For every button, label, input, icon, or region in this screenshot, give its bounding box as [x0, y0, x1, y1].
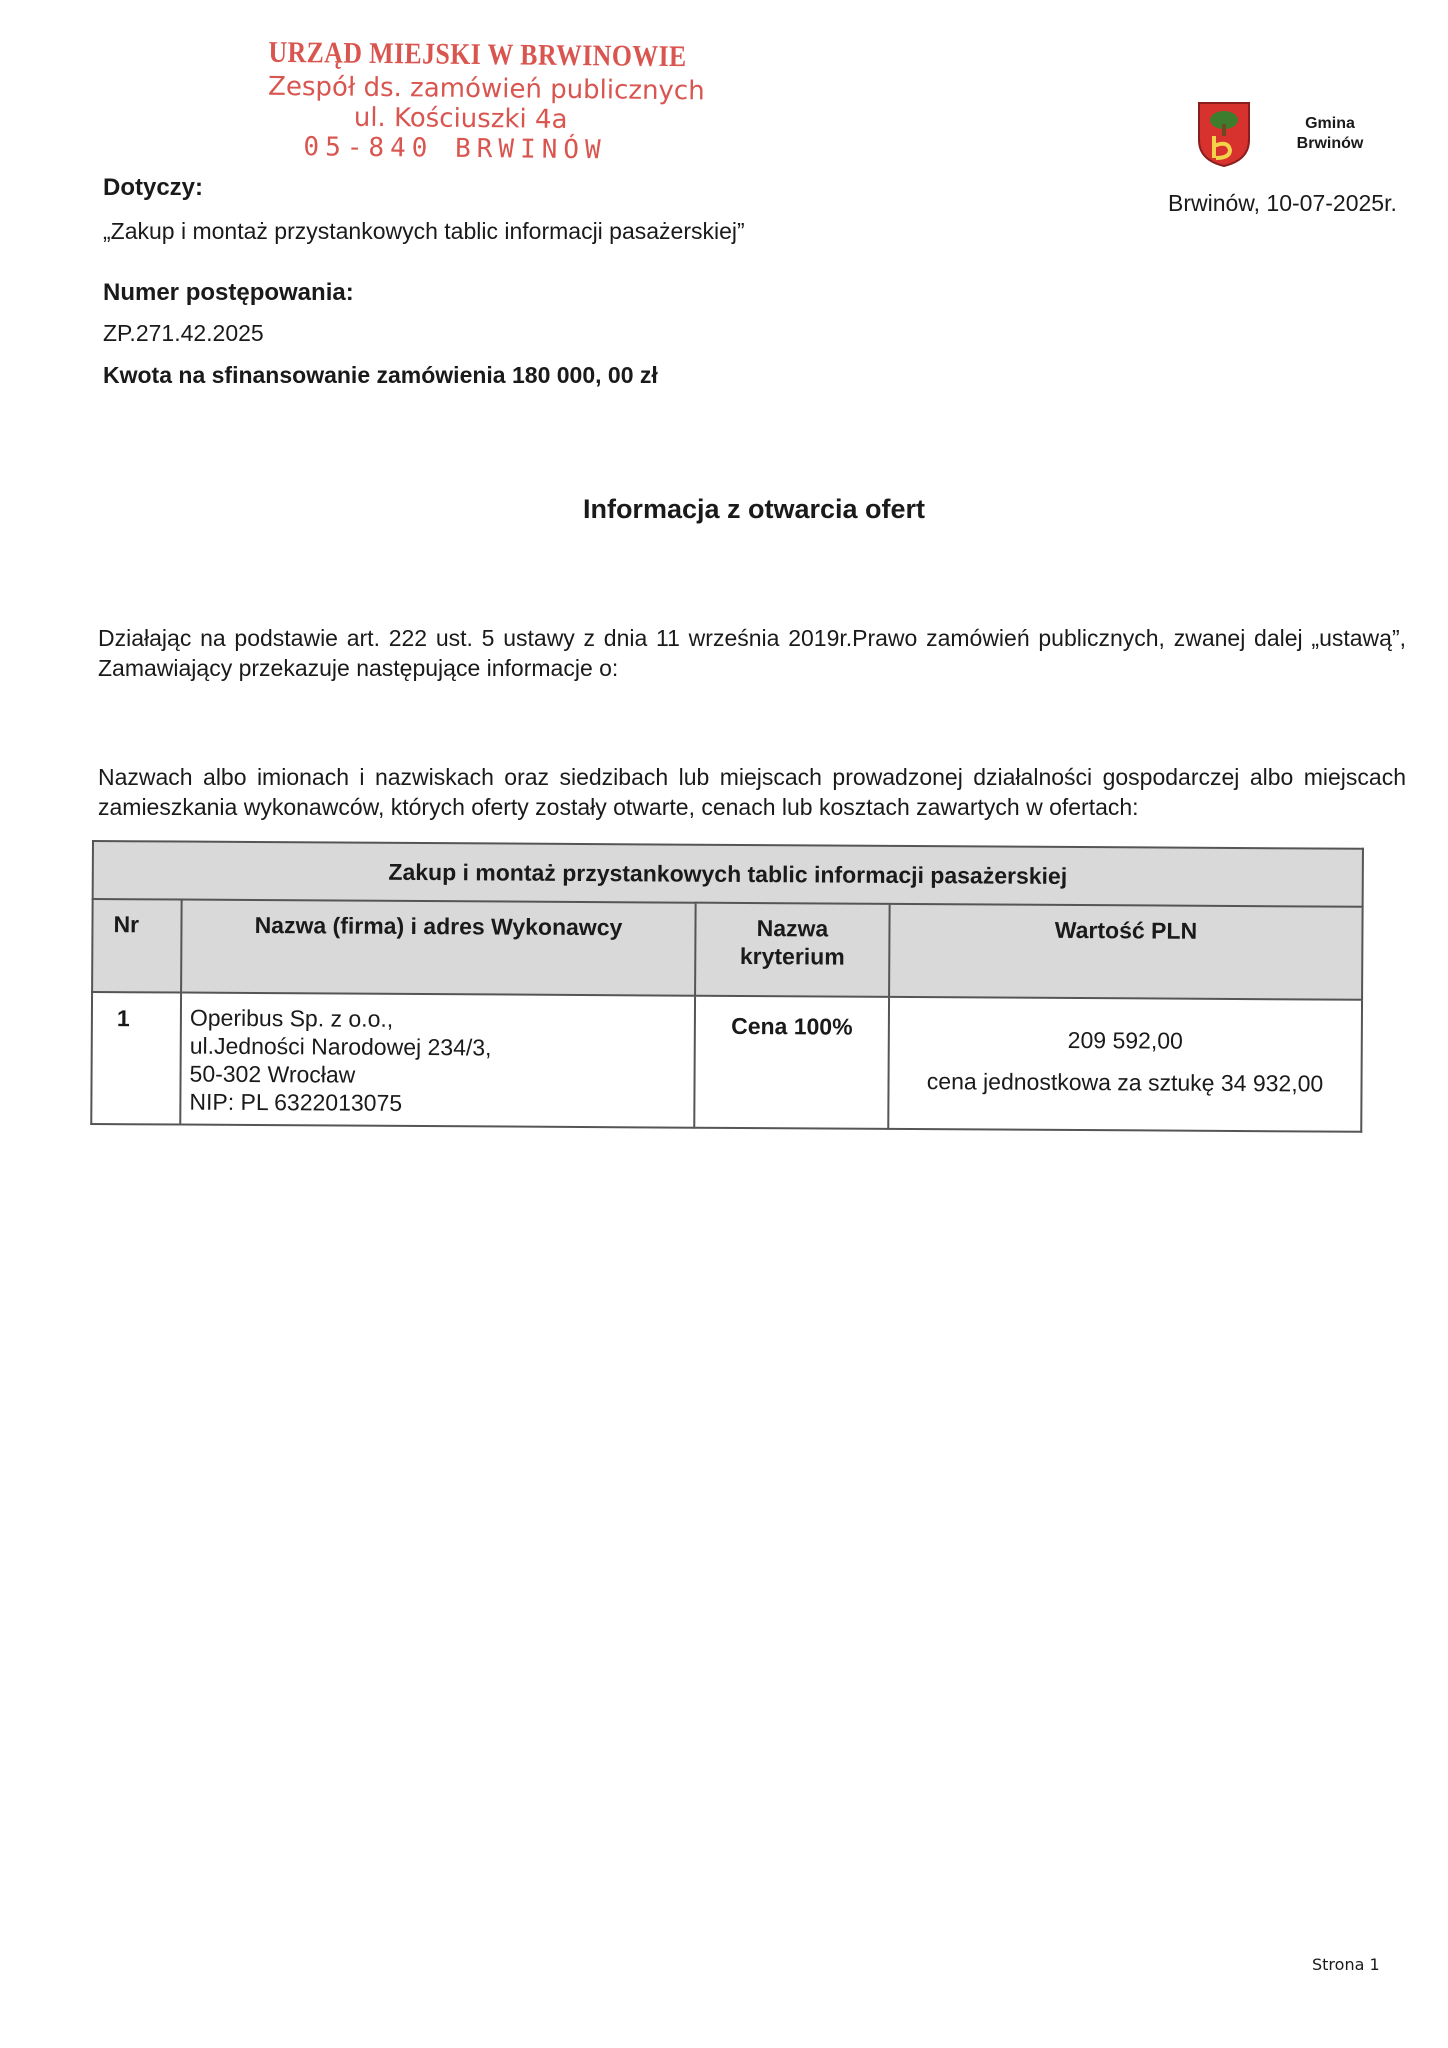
- procedure-number-label: Numer postępowania:: [103, 279, 354, 306]
- municipality-label-line2: Brwinów: [1296, 135, 1364, 152]
- contractor-name: Operibus Sp. z o.o.,: [189, 1004, 394, 1032]
- contractor-street: ul.Jedności Narodowej 234/3,: [189, 1032, 492, 1061]
- page-number: Strona 1: [1312, 1955, 1380, 1974]
- document-date: Brwinów, 10-07-2025r.: [1168, 190, 1397, 216]
- stamp-department: Zespół ds. zamówień publicznych: [267, 71, 705, 107]
- office-stamp: [267, 35, 705, 166]
- offers-intro-paragraph: Nazwach albo imionach i nazwiskach oraz siedzibach lub miejscach prowadzonej działalności gospodarczej albo miejscach zamieszkania wykonawców, których oferty zostały otwarte, cenach lub kosztach zawartych w ofertach:: [98, 764, 1406, 820]
- table-caption: Zakup i montaż przystankowych tablic informacji pasażerskiej: [93, 841, 1363, 907]
- table-row: [91, 992, 1362, 1132]
- stamp-street: ul. Kościuszki 4a: [353, 102, 568, 135]
- procedure-number-value: ZP.271.42.2025: [103, 320, 264, 346]
- municipality-label: [1282, 114, 1378, 154]
- legal-basis-paragraph: Działając na podstawie art. 222 ust. 5 ustawy z dnia 11 września 2019r.Prawo zamówień publicznych, zwanej dalej „ustawą”, Zamawiający przekazuje następujące informacje o:: [98, 625, 1406, 681]
- budget-amount: Kwota na sfinansowanie zamówienia 180 000, 00 zł: [103, 362, 658, 388]
- contractor-nip: NIP: PL 6322013075: [189, 1088, 403, 1116]
- column-header-contractor: Nazwa (firma) i adres Wykonawcy: [181, 900, 696, 996]
- column-header-value: Wartość PLN: [889, 904, 1363, 1000]
- criterion-header-line1: Nazwa: [756, 915, 829, 942]
- subject-label: Dotyczy:: [103, 174, 204, 201]
- row-nr: 1: [91, 992, 181, 1125]
- contractor-city: 50-302 Wrocław: [189, 1060, 356, 1088]
- stamp-postal: 05-840 BRWINÓW: [303, 132, 607, 166]
- offers-table: [90, 840, 1364, 1133]
- municipality-label-line1: Gmina: [1305, 115, 1355, 132]
- column-header-nr: Nr: [92, 899, 182, 993]
- document-title: Informacja z otwarcia ofert: [582, 494, 926, 524]
- stamp-office-name: URZĄD MIEJSKI W BRWINOWIE: [268, 35, 687, 74]
- criterion-header-line2: kryterium: [739, 942, 845, 970]
- contractor-cell: [180, 993, 695, 1128]
- coat-of-arms-icon: [1196, 100, 1252, 168]
- offer-unit-price: cena jednostkowa za sztukę 34 932,00: [926, 1068, 1324, 1097]
- column-header-criterion: [695, 903, 890, 997]
- subject-value: „Zakup i montaż przystankowych tablic informacji pasażerskiej”: [103, 218, 745, 244]
- value-cell: [888, 997, 1362, 1132]
- criterion-cell: Cena 100%: [694, 996, 889, 1129]
- offer-total-value: 209 592,00: [1067, 1026, 1183, 1054]
